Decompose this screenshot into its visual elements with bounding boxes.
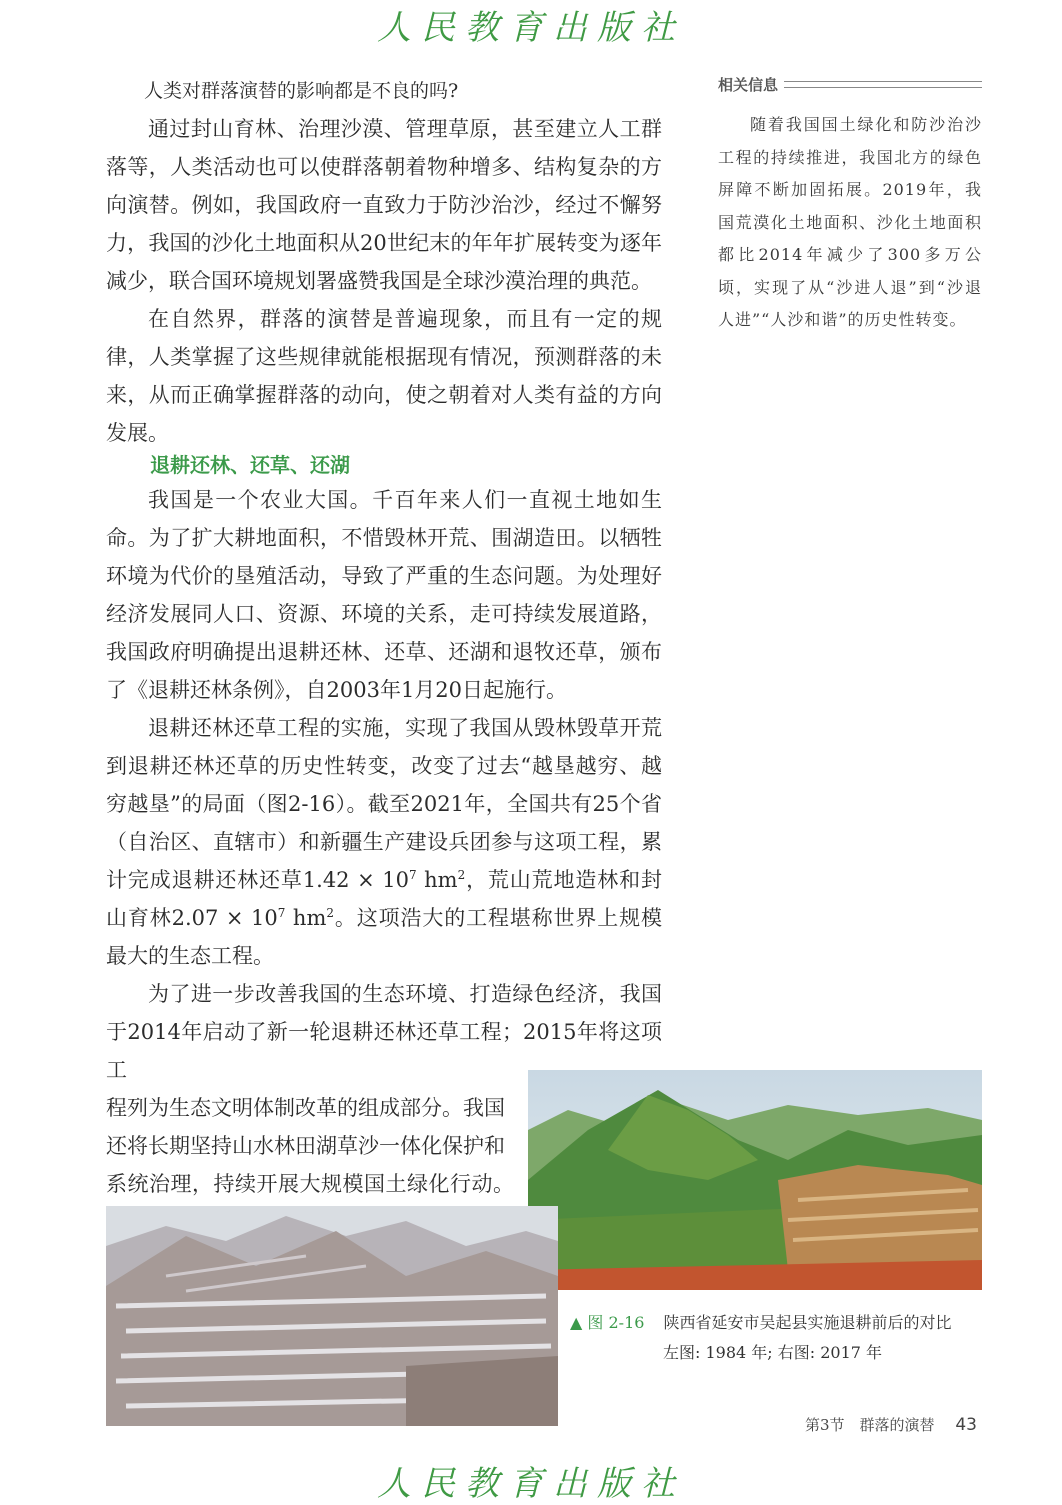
figure-number: 图 2-16 (587, 1313, 645, 1332)
paragraph-agriculture: 我国是一个农业大国。千百年来人们一直视土地如生命。为了扩大耕地面积，不惜毁林开荒、围湖造田。以牺牲环境为代价的垦殖活动，导致了严重的生态问题。为处理好经济发展同人口、资源、环境的关系，走可持续发展道路，我国政府明确提出退耕还林、还草、还湖和退牧还草，颁布了《退耕还林条例》，自2003年1月20日起施行。 (106, 488, 662, 702)
intro-block (106, 72, 662, 452)
wrapped-line: 系统治理，持续开展大规模国土绿化行动。 (106, 1172, 514, 1196)
publisher-watermark-bottom: 人民教育出版社 (377, 1464, 685, 1504)
wrapped-line: 还将长期坚持山水林田湖草沙一体化保护和 (106, 1134, 505, 1158)
publisher-watermark-top: 人民教育出版社 (377, 8, 685, 48)
page-footer (805, 1414, 977, 1435)
section-body (106, 481, 662, 975)
related-info-text: 随着我国国土绿化和防沙治沙工程的持续推进，我国北方的绿色屏障不断加固拓展。2019年，我国荒漠化土地面积、沙化土地面积都比2014年减少了300多万公顷，实现了从“沙进人退”到“沙退人进”“人沙和谐”的历史性转变。 (718, 115, 982, 329)
discussion-question: 人类对群落演替的影响都是不良的吗? (144, 80, 459, 102)
related-info-heading (718, 74, 982, 95)
figure-subtitle: 左图: 1984 年; 右图: 2017 年 (663, 1343, 883, 1362)
figure-title: 陕西省延安市吴起县实施退耕前后的对比 (663, 1313, 952, 1332)
paragraph-human-influence: 通过封山育林、治理沙漠、管理草原，甚至建立人工群落等，人类活动也可以使群落朝着物种增多、结构复杂的方向演替。例如，我国政府一直致力于防沙治沙，经过不懈努力，我国的沙化土地面积从20世纪末的年年扩展转变为逐年减少，联合国环境规划署盛赞我国是全球沙漠治理的典范。 (106, 117, 662, 293)
related-info-sidebar (718, 74, 982, 337)
page-number: 43 (955, 1415, 977, 1435)
caption-line-1 (570, 1308, 990, 1338)
paragraph-new-round: 为了进一步改善我国的生态环境、打造绿色经济，我国于2014年启动了新一轮退耕还林还草工程；2015年将这项工 (106, 982, 662, 1082)
photo-1984-barren-hills (106, 1206, 558, 1426)
photo-2017-green-hills (528, 1070, 982, 1290)
figure-caption (570, 1308, 990, 1368)
related-info-title: 相关信息 (718, 76, 779, 94)
section-heading: 退耕还林、还草、还湖 (150, 453, 350, 477)
heading-rule (784, 81, 982, 88)
footer-section-title: 第3节 群落的演替 (805, 1416, 935, 1434)
triangle-marker-icon: ▲ (570, 1313, 583, 1332)
paragraph-succession-law: 在自然界，群落的演替是普遍现象，而且有一定的规律，人类掌握了这些规律就能根据现有情况，预测群落的未来，从而正确掌握群落的动向，使之朝着对人类有益的方向发展。 (106, 307, 662, 445)
wrapped-line: 程列为生态文明体制改革的组成部分。我国 (106, 1096, 505, 1120)
paragraph-project-results: 退耕还林还草工程的实施，实现了我国从毁林毁草开荒到退耕还林还草的历史性转变，改变了过去“越垦越穷、越穷越垦”的局面（图2-16）。截至2021年，全国共有25个省（自治区、直辖市）和新疆生产建设兵团参与这项工程，累计完成退耕还林还草$1.42 \times 10^7$ $hm^2$，荒山荒地造林和封山育林$2.07 \times 10^7$ $hm^2$。这项浩大的工程堪称世界上规模最大的生态工程。 (106, 716, 662, 968)
